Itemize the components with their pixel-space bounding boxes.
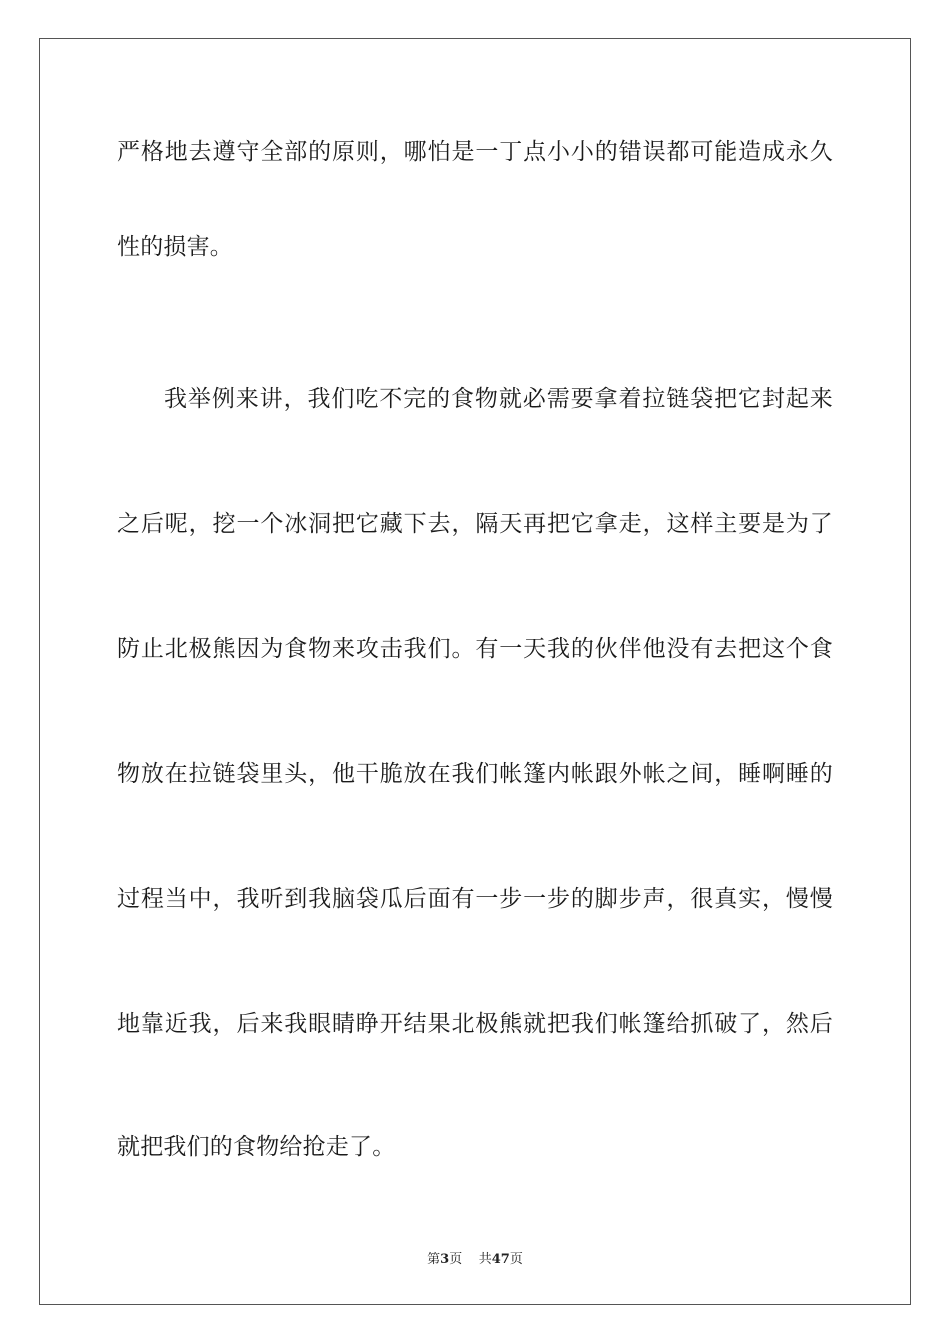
page-suffix: 页 bbox=[449, 1252, 463, 1267]
text-line-2: 性的损害。 bbox=[117, 234, 233, 260]
page-footer bbox=[0, 1248, 950, 1267]
text-line-8: 地靠近我，后来我眼睛睁开结果北极熊就把我们帐篷给抓破了，然后 bbox=[117, 1011, 833, 1037]
total-suffix: 页 bbox=[509, 1252, 523, 1267]
text-line-7: 过程当中，我听到我脑袋瓜后面有一步一步的脚步声，很真实，慢慢 bbox=[117, 886, 833, 912]
page-frame bbox=[39, 38, 911, 1305]
text-line-9: 就把我们的食物给抢走了。 bbox=[117, 1134, 396, 1160]
text-line-1: 严格地去遵守全部的原则，哪怕是一丁点小小的错误都可能造成永久 bbox=[117, 139, 833, 165]
page-number: 3 bbox=[440, 1252, 450, 1267]
text-line-6: 物放在拉链袋里头，他干脆放在我们帐篷内帐跟外帐之间，睡啊睡的 bbox=[117, 761, 833, 787]
text-line-4: 之后呢，挖一个冰洞把它藏下去，隔天再把它拿走，这样主要是为了 bbox=[117, 511, 833, 537]
total-prefix: 共 bbox=[478, 1252, 492, 1267]
total-pages: 47 bbox=[491, 1252, 510, 1267]
text-line-3: 我举例来讲，我们吃不完的食物就必需要拿着拉链袋把它封起来 bbox=[164, 386, 833, 412]
page-prefix: 第 bbox=[427, 1252, 441, 1267]
text-line-5: 防止北极熊因为食物来攻击我们。有一天我的伙伴他没有去把这个食 bbox=[117, 636, 833, 662]
